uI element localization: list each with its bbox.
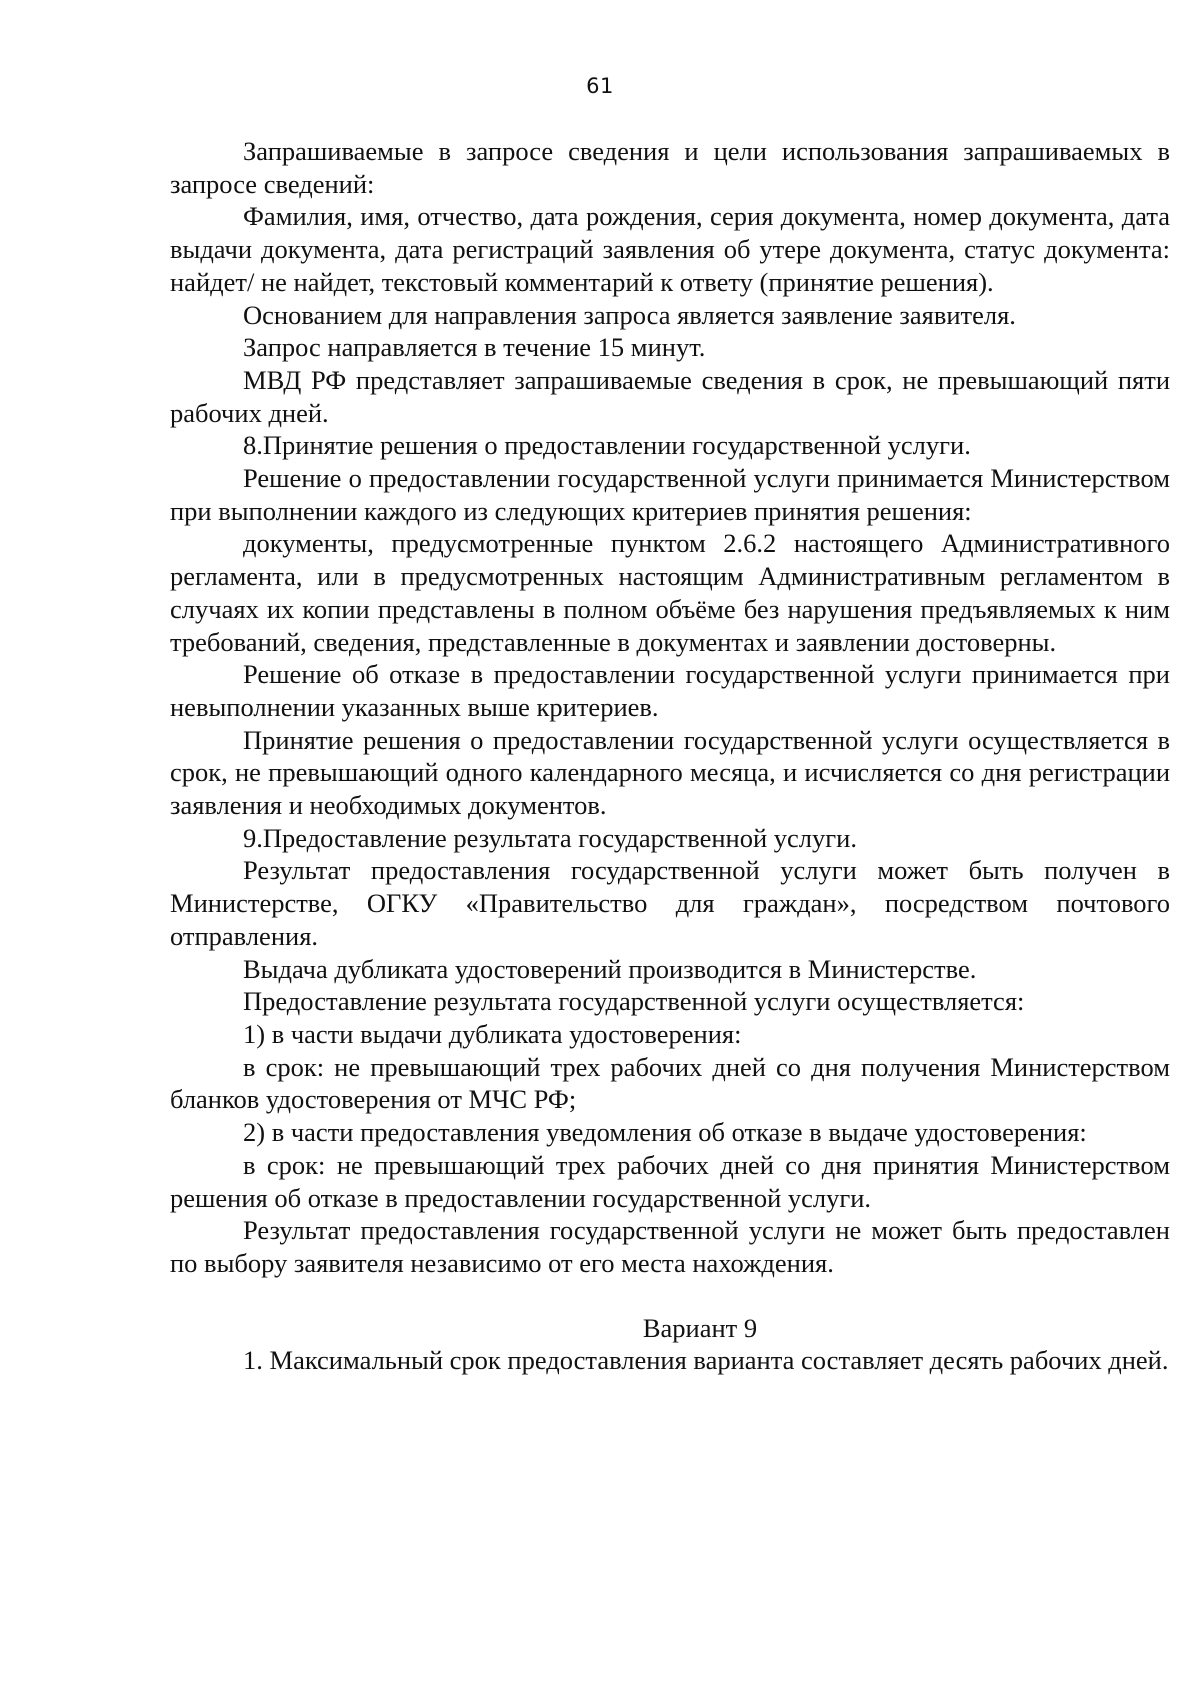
- paragraph-requested-info: Запрашиваемые в запросе сведения и цели использования запрашиваемых в запросе сведений:: [170, 136, 1170, 199]
- paragraph-refusal-decision: Решение об отказе в предоставлении государственной услуги принимается при невыполнении указанных выше критериев.: [170, 659, 1170, 722]
- paragraph-data-fields: Фамилия, имя, отчество, дата рождения, серия документа, номер документа, дата выдачи документа, дата регистраций заявления об утере документа, статус документа: найдет/ не найдет, текстовый комментарий к ответу (принятие решения).: [170, 201, 1170, 297]
- paragraph-item-2: 2) в части предоставления уведомления об отказе в выдаче удостоверения:: [243, 1117, 1087, 1148]
- paragraph-decision-criteria: документы, предусмотренные пунктом 2.6.2 настоящего Административного регламента, или в предусмотренных настоящим Административным регламентом в случаях их копии представлены в полном объёме без нарушения предъявляемых к ним требований, сведения, представленные в документах и заявлении достоверны.: [170, 528, 1170, 657]
- section-spacer: [170, 1280, 1170, 1312]
- document-body: [170, 135, 1170, 1377]
- paragraph-decision-deadline: Принятие решения о предоставлении государственной услуги осуществляется в срок, не превышающий одного календарного месяца, и исчисляется со дня регистрации заявления и необходимых документов.: [170, 724, 1170, 821]
- paragraph-mvd-deadline: МВД РФ представляет запрашиваемые сведения в срок, не превышающий пяти рабочих дней.: [170, 364, 1170, 428]
- paragraph-extraterritorial: Результат предоставления государственной услуги не может быть предоставлен по выбору заявителя независимо от его места нахождения.: [170, 1215, 1170, 1278]
- paragraph-item-1-deadline: в срок: не превышающий трех рабочих дней со дня получения Министерством бланков удостоверения от МЧС РФ;: [170, 1051, 1170, 1115]
- paragraph-request-basis: Основанием для направления запроса является заявление заявителя.: [243, 299, 1016, 330]
- paragraph-step-8-title: 8.Принятие решения о предоставлении государственной услуги.: [243, 430, 971, 461]
- paragraph-item-1: 1) в части выдачи дубликата удостоверения:: [243, 1018, 742, 1049]
- paragraph-step-9-title: 9.Предоставление результата государственной услуги.: [243, 822, 857, 853]
- paragraph-decision-criteria-intro: Решение о предоставлении государственной услуги принимается Министерством при выполнении каждого из следующих критериев принятия решения:: [170, 463, 1170, 526]
- paragraph-request-timing: Запрос направляется в течение 15 минут.: [243, 332, 706, 363]
- paragraph-result-channels: Результат предоставления государственной услуги может быть получен в Министерстве, ОГКУ «Правительство для граждан», посредством почтового отправления.: [170, 855, 1170, 951]
- section-heading: Вариант 9: [642, 1312, 758, 1343]
- paragraph-max-term: 1. Максимальный срок предоставления варианта составляет десять рабочих дней.: [243, 1345, 1169, 1376]
- paragraph-duplicate-issuance: Выдача дубликата удостоверений производится в Министерстве.: [243, 953, 977, 984]
- paragraph-item-2-deadline: в срок: не превышающий трех рабочих дней со дня принятия Министерством решения об отказе в предоставлении государственной услуги.: [170, 1149, 1170, 1213]
- paragraph-result-provision: Предоставление результата государственной услуги осуществляется:: [243, 986, 1025, 1017]
- page-number: 61: [586, 74, 614, 98]
